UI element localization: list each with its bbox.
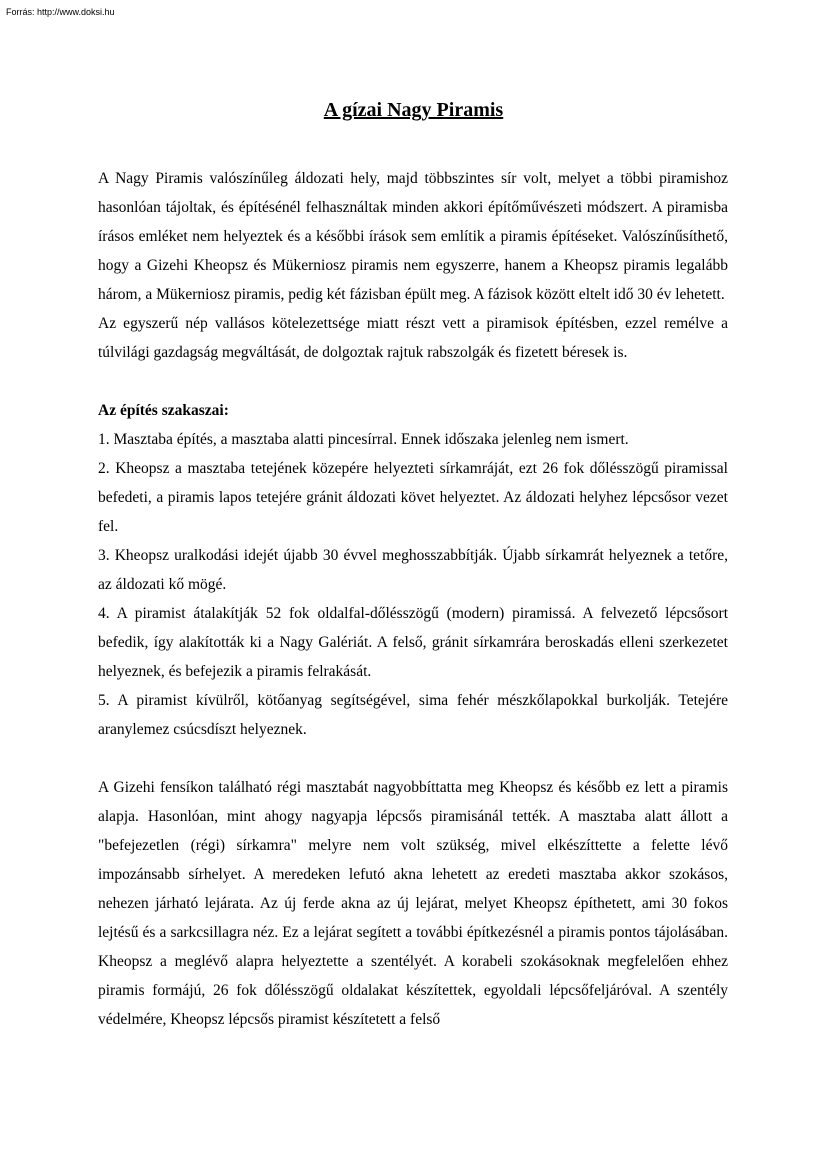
paragraph-gap — [98, 744, 728, 773]
intro-paragraph-1: A Nagy Piramis valószínűleg áldozati hely, majd többszintes sír volt, melyet a többi piramishoz hasonlóan tájoltak, és építésénél felhasználtak minden akkori építőművészeti módszert. A piramisba írásos emléket nem helyeztek és a későbbi írások sem említik a piramis építéseket. Valószínűsíthető, hogy a Gizehi Kheopsz és Mükerniosz piramis nem egyszerre, hanem a Kheopsz piramis legalább három, a Mükerniosz piramis, pedig két fázisban épült meg. A fázisok között eltelt idő 30 év lehetett. — [98, 170, 728, 303]
stage-item-4: 4. A piramist átalakítják 52 fok oldalfal-dőlésszögű (modern) piramissá. A felvezető lépcsősort befedik, így alakították ki a Nagy Galériát. A felső, gránit sírkamrára beroskadás elleni szerkezetet helyeznek, és befejezik a piramis felrakását. — [98, 605, 728, 680]
document-body — [98, 164, 728, 1034]
stage-item-3: 3. Kheopsz uralkodási idejét újabb 30 évvel meghosszabbítják. Újabb sírkamrát helyeznek a tetőre, az áldozati kő mögé. — [98, 547, 728, 593]
intro-paragraph-2: Az egyszerű nép vallásos kötelezettsége miatt részt vett a piramisok építésben, ezzel remélve a túlvilági gazdagság megváltását, de dolgoztak rajtuk rabszolgák és fizetett béresek is. — [98, 315, 728, 361]
stages-heading: Az építés szakaszai: — [98, 402, 229, 419]
page-title: A gízai Nagy Piramis — [323, 99, 504, 121]
stage-item-2: 2. Kheopsz a masztaba tetejének közepére helyezteti sírkamráját, ezt 26 fok dőlésszögű piramissal befedeti, a piramis lapos tetejére gránit áldozati követ helyeztet. Az áldozati helyhez lépcsősor vezet fel. — [98, 460, 728, 535]
paragraph-gap — [98, 367, 728, 396]
stage-item-5: 5. A piramist kívülről, kötőanyag segítségével, sima fehér mészkőlapokkal burkolják. Tetejére aranylemez csúcsdíszt helyeznek. — [98, 692, 728, 738]
source-url: Forrás: http://www.doksi.hu — [6, 7, 115, 17]
stage-item-1: 1. Masztaba építés, a masztaba alatti pincesírral. Ennek időszaka jelenleg nem ismert. — [98, 431, 629, 448]
closing-paragraph: A Gizehi fensíkon található régi masztabát nagyobbíttatta meg Kheopsz és később ez lett a piramis alapja. Hasonlóan, mint ahogy nagyapja lépcsős piramisánál tették. A masztaba alatt állott a "befejezetlen (régi) sírkamra" melyre nem volt szükség, mivel elkészíttette a felette lévő impozánsabb sírhelyet. A meredeken lefutó akna lehetett az eredeti masztaba akkor szokásos, nehezen járható lejárata. Az új ferde akna az új lejárat, melyet Kheopsz építhetett, ami 30 fokos lejtésű és a sarkcsillagra néz. Ez a lejárat segített a további építkezésnél a piramis pontos tájolásában. Kheopsz a meglévő alapra helyeztette a szentélyét. A korabeli szokásoknak megfelelően ehhez piramis formájú, 26 fok dőlésszögű oldalakat készítettek, egyoldali lépcsőfeljáróval. A szentély védelmére, Kheopsz lépcsős piramist készítetett a felső — [98, 779, 728, 1028]
